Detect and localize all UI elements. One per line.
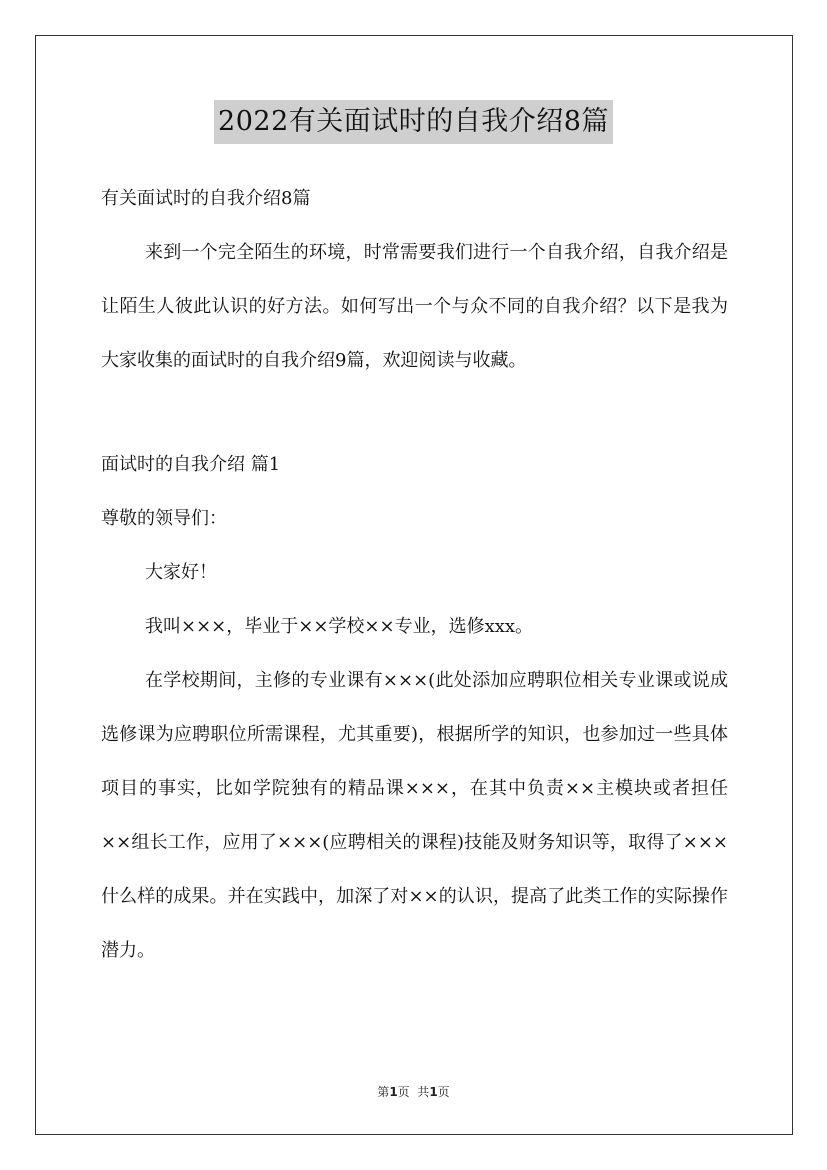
page-footer: [0, 1083, 827, 1100]
footer-prefix: 第: [377, 1085, 390, 1099]
document-subtitle: 有关面试时的自我介绍8篇: [101, 188, 311, 209]
footer-current-page: 1: [389, 1085, 398, 1099]
salutation: 尊敬的领导们：: [101, 508, 227, 529]
intro-paragraph: 来到一个完全陌生的环境，时常需要我们进行一个自我介绍，自我介绍是让陌生人彼此认识的好方法。如何写出一个与众不同的自我介绍？以下是我为大家收集的面试时的自我介绍9篇，欢迎阅读与收藏。: [101, 242, 728, 371]
section-heading: 面试时的自我介绍 篇1: [101, 454, 281, 475]
document-body: [101, 172, 728, 978]
section-spacer: [101, 388, 728, 438]
paragraph-name: 我叫×××，毕业于××学校××专业，选修xxx。: [145, 616, 534, 637]
footer-mid: 页 共: [397, 1085, 430, 1099]
document-title: 2022有关面试时的自我介绍8篇: [214, 100, 613, 144]
greeting: 大家好！: [145, 562, 217, 583]
footer-suffix: 页: [437, 1085, 450, 1099]
footer-total-pages: 1: [429, 1085, 438, 1099]
paragraph-school: 在学校期间，主修的专业课有×××(此处添加应聘职位相关专业课或说成选修课为应聘职位所需课程，尤其重要)，根据所学的知识，也参加过一些具体项目的事实，比如学院独有的精品课×××，在其中负责××主模块或者担任××组长工作，应用了×××(应聘相关的课程)技能及财务知识等，取得了×××什么样的成果。并在实践中，加深了对××的认识，提高了此类工作的实际操作潜力。: [101, 670, 728, 961]
title-container: [0, 100, 827, 144]
